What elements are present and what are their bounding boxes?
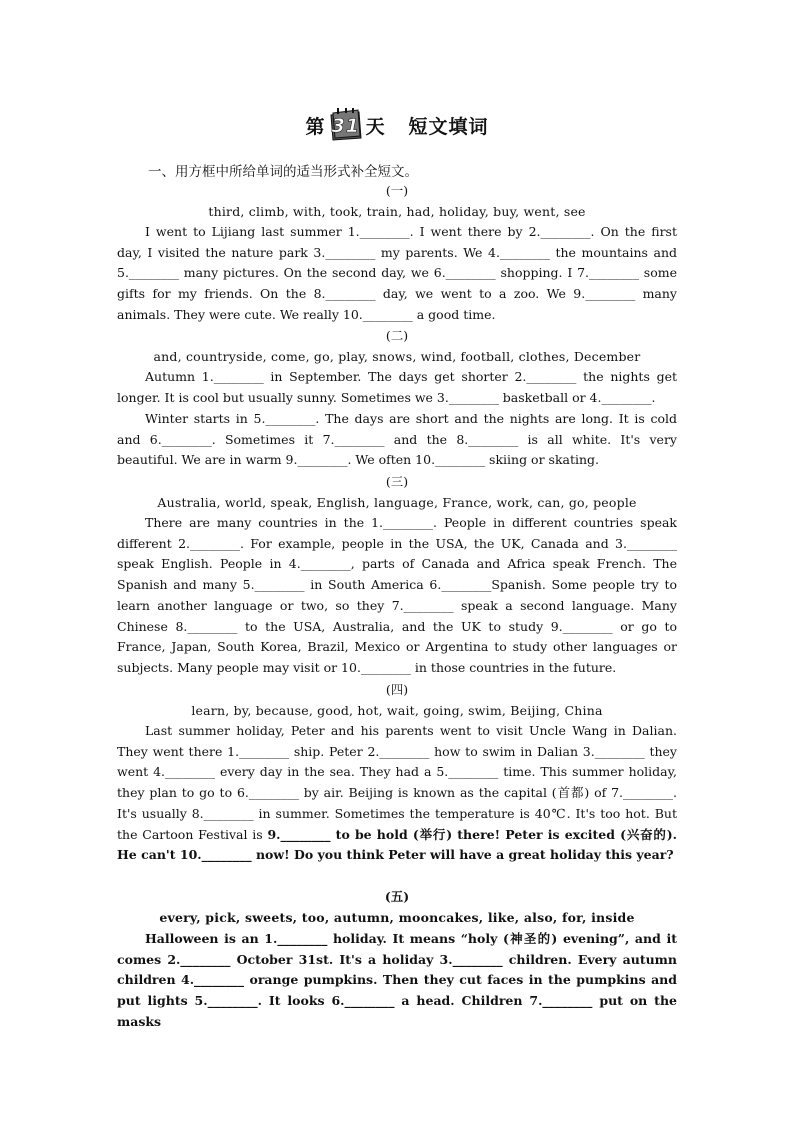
passage-4-bold-text: 9.________ to be hold (举行) there! Peter is excited (兴奋的). He can't 10.________ now! Do you think Peter will have a great holiday this year? xyxy=(117,826,677,863)
word-box-4: learn, by, because, good, hot, wait, going, swim, Beijing, China xyxy=(191,703,603,718)
passage-2b: Winter starts in 5.________. The days are short and the nights are long. It is cold and 6.________. Sometimes it 7.________ and the 8.________ is all white. It's very beautiful. We are in warm 9.________. We often 10.________ skiing or skating. xyxy=(117,411,677,468)
passage-4-text: Last summer holiday, Peter and his parents went to visit Uncle Wang in Dalian. They went there 1.________ ship. Peter 2.________ how to swim in Dalian 3.________ they went 4.________ every day in the sea. They had a 5.________ time. This summer holiday, they plan to go to 6.________ by air. Beijing is known as the capital (首都) of 7.________. It's usually 8.________ in summer. Sometimes the temperature is 40℃. It's too hot. But the Cartoon Festival is xyxy=(117,723,677,842)
instruction: 一、用方框中所给单词的适当形式补全短文。 xyxy=(148,164,418,180)
word-box-3: Australia, world, speak, English, language, France, work, can, go, people xyxy=(157,495,637,510)
word-box-2: and, countryside, come, go, play, snows, wind, football, clothes, December xyxy=(153,349,641,364)
calendar-icon xyxy=(328,108,364,142)
passage-3: There are many countries in the 1.________. People in different countries speak different 2.________. For example, people in the USA, the UK, Canada and 3.________ speak English. People in 4.________, parts of Canada and Africa speak French. The Spanish and many 5.________ in South America 6.________Spanish. Some people try to learn another language or two, so they 7.________ speak a second language. Many Chinese 8.________ to the USA, Australia, and the UK to study 9.________ or go to France, Japan, South Korea, Brazil, Mexico or Argentina to study other languages or subjects. Many people may visit or 10.________ in those countries in the future. xyxy=(117,515,677,675)
passage-1: I went to Lijiang last summer 1.________. I went there by 2.________. On the first day, I visited the nature park 3.________ my parents. We 4.________ the mountains and 5.________ many pictures. On the second day, we 6.________ shopping. I 7.________ some gifts for my friends. On the 8.________ day, we went to a zoo. We 9.________ many animals. They were cute. We really 10.________ a good time. xyxy=(117,224,677,322)
section-label-1: (一) xyxy=(385,183,409,198)
section-label-2: (二) xyxy=(385,328,409,343)
section-label-3: (三) xyxy=(385,474,409,489)
word-box-5: every, pick, sweets, too, autumn, mooncakes, like, also, for, inside xyxy=(159,910,635,925)
passage-5: Halloween is an 1.________ holiday. It means “holy (神圣的) evening”, and it comes 2.________ October 31st. It's a holiday 3.________ children. Every autumn children 4.________ orange pumpkins. Then they cut faces in the pumpkins and put lights 5.________. It looks 6.________ a head. Children 7.________ put on the masks xyxy=(117,931,677,1029)
section-label-4: (四) xyxy=(385,682,409,697)
passage-2a: Autumn 1.________ in September. The days get shorter 2.________ the nights get longer. It is cool but usually sunny. Sometimes we 3.________ basketball or 4.________. xyxy=(117,369,677,405)
passage-4 xyxy=(117,721,677,866)
section-label-5: (五) xyxy=(384,889,410,904)
title-day-suffix: 天 xyxy=(365,116,386,138)
day-number: 31 xyxy=(331,115,361,137)
title-name: 短文填词 xyxy=(408,116,489,138)
page-title xyxy=(0,108,794,142)
title-prefix: 第 xyxy=(305,116,326,138)
word-box-1: third, climb, with, took, train, had, holiday, buy, went, see xyxy=(208,204,586,219)
